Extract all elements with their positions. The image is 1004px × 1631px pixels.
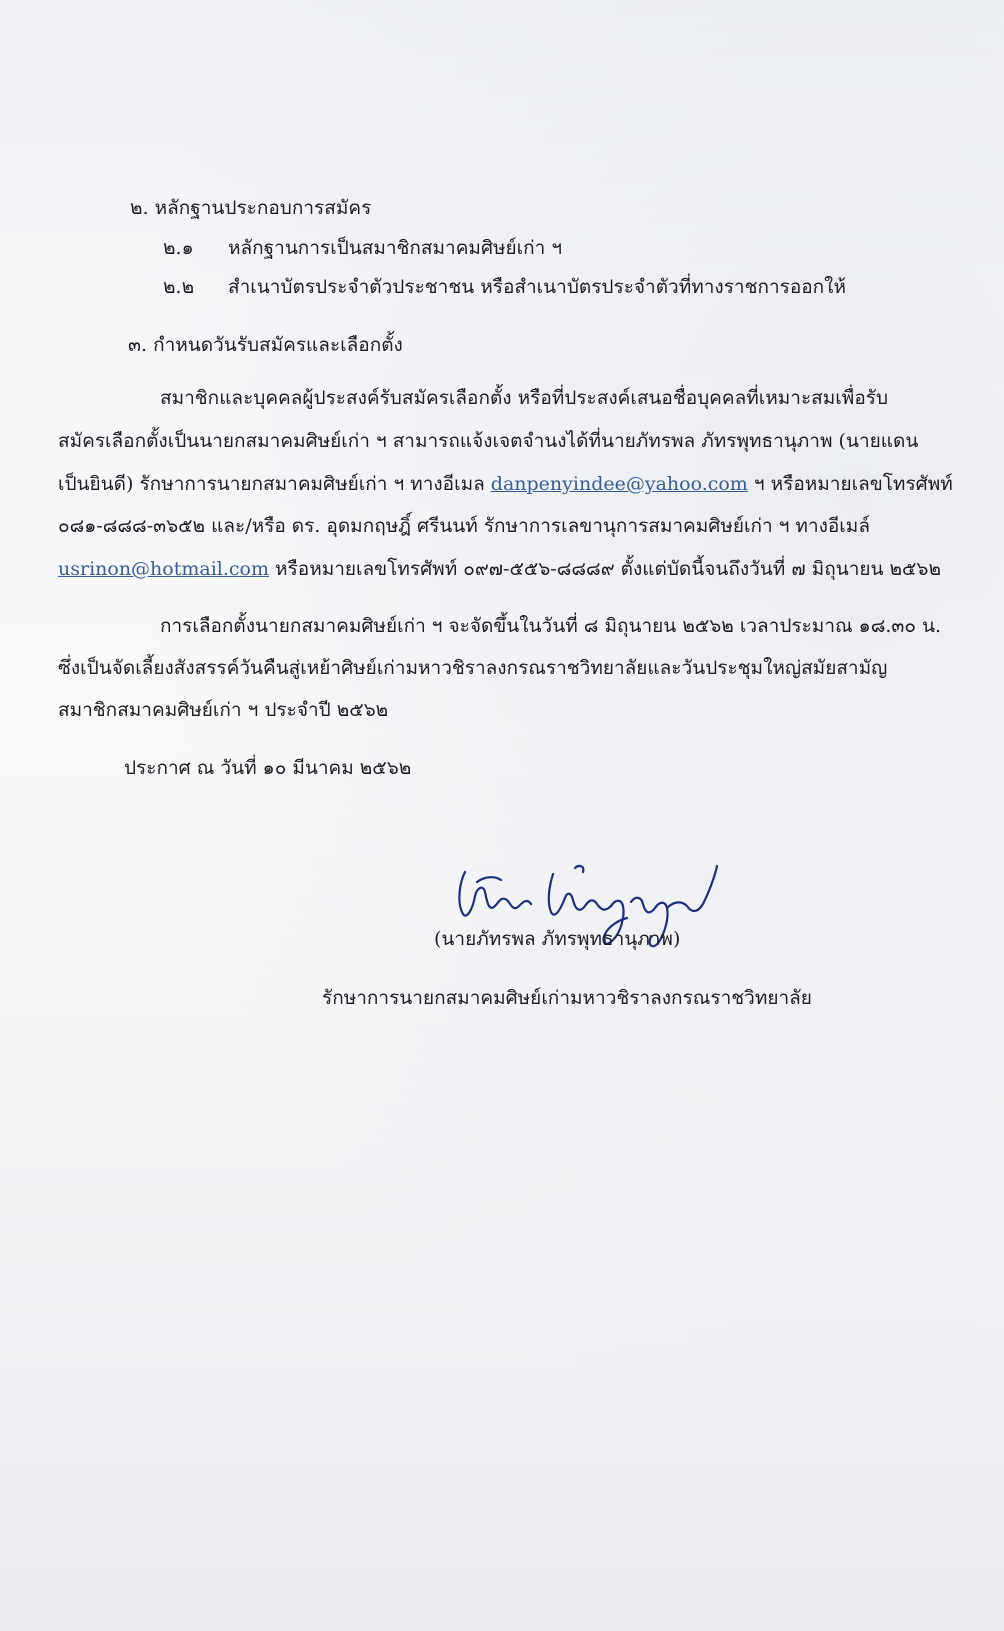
email-link-usrinon[interactable]: usrinon@hotmail.com — [58, 558, 270, 580]
para2-line1: การเลือกตั้งนายกสมาคมศิษย์เก่า ฯ จะจัดขึ้นในวันที่ ๘ มิถุนายน ๒๕๖๒ เวลาประมาณ ๑๘.๓๐ น. — [160, 615, 942, 637]
para2-line3: สมาชิกสมาคมศิษย์เก่า ฯ ประจำปี ๒๕๖๒ — [58, 699, 389, 721]
para1-line3-pre: เป็นยินดี) รักษาการนายกสมาคมศิษย์เก่า ฯ ทางอีเมล — [58, 473, 491, 495]
para1-line5-post: หรือหมายเลขโทรศัพท์ ๐๙๗-๕๕๖-๘๘๘๙ ตั้งแต่บัดนี้จนถึงวันที่ ๗ มิถุนายน ๒๕๖๒ — [269, 558, 942, 580]
para1-line4: ๐๘๑-๘๘๘-๓๖๕๒ และ/หรือ ดร. อุดมกฤษฎิ์ ศรีนนท์ รักษาการเลขานุการสมาคมศิษย์เก่า ฯ ทางอีเมล์ — [58, 515, 870, 537]
announcement-date: ประกาศ ณ วันที่ ๑๐ มีนาคม ๒๕๖๒ — [124, 757, 412, 779]
para1-line3-post: ฯ หรือหมายเลขโทรศัพท์ — [747, 473, 953, 495]
para1-line2: สมัครเลือกตั้งเป็นนายกสมาคมศิษย์เก่า ฯ สามารถแจ้งเจตจำนงได้ที่นายภัทรพล ภัทรพุทธานุภาพ (นายแดน — [58, 430, 919, 452]
section2-item1-text: หลักฐานการเป็นสมาชิกสมาคมศิษย์เก่า ฯ — [228, 237, 563, 259]
section2-item2-text: สำเนาบัตรประจำตัวประชาชน หรือสำเนาบัตรประจำตัวที่ทางราชการออกให้ — [228, 276, 846, 298]
section3-heading: ๓. กำหนดวันรับสมัครและเลือกตั้ง — [128, 334, 403, 356]
signatory-title: รักษาการนายกสมาคมศิษย์เก่ามหาวชิราลงกรณราชวิทยาลัย — [322, 987, 812, 1009]
para1-line1: สมาชิกและบุคคลผู้ประสงค์รับสมัครเลือกตั้ง หรือที่ประสงค์เสนอชื่อบุคคลที่เหมาะสมเพื่อรับ — [160, 387, 889, 409]
para1-line3 — [58, 472, 953, 496]
email-link-danpenyindee[interactable]: danpenyindee@yahoo.com — [490, 473, 748, 495]
para2-line2: ซึ่งเป็นจัดเลี้ยงสังสรรค์วันคืนสู่เหย้าศิษย์เก่ามหาวชิราลงกรณราชวิทยาลัยและวันประชุมใหญ่สมัยสามัญ — [58, 657, 888, 679]
signatory-name: (นายภัทรพล ภัทรพุทธานุภาพ) — [434, 928, 681, 950]
section2-item2-number: ๒.๒ — [163, 276, 195, 298]
section2-heading: ๒. หลักฐานประกอบการสมัคร — [130, 197, 372, 219]
section2-item1-number: ๒.๑ — [163, 237, 194, 259]
para1-line5 — [58, 557, 941, 581]
